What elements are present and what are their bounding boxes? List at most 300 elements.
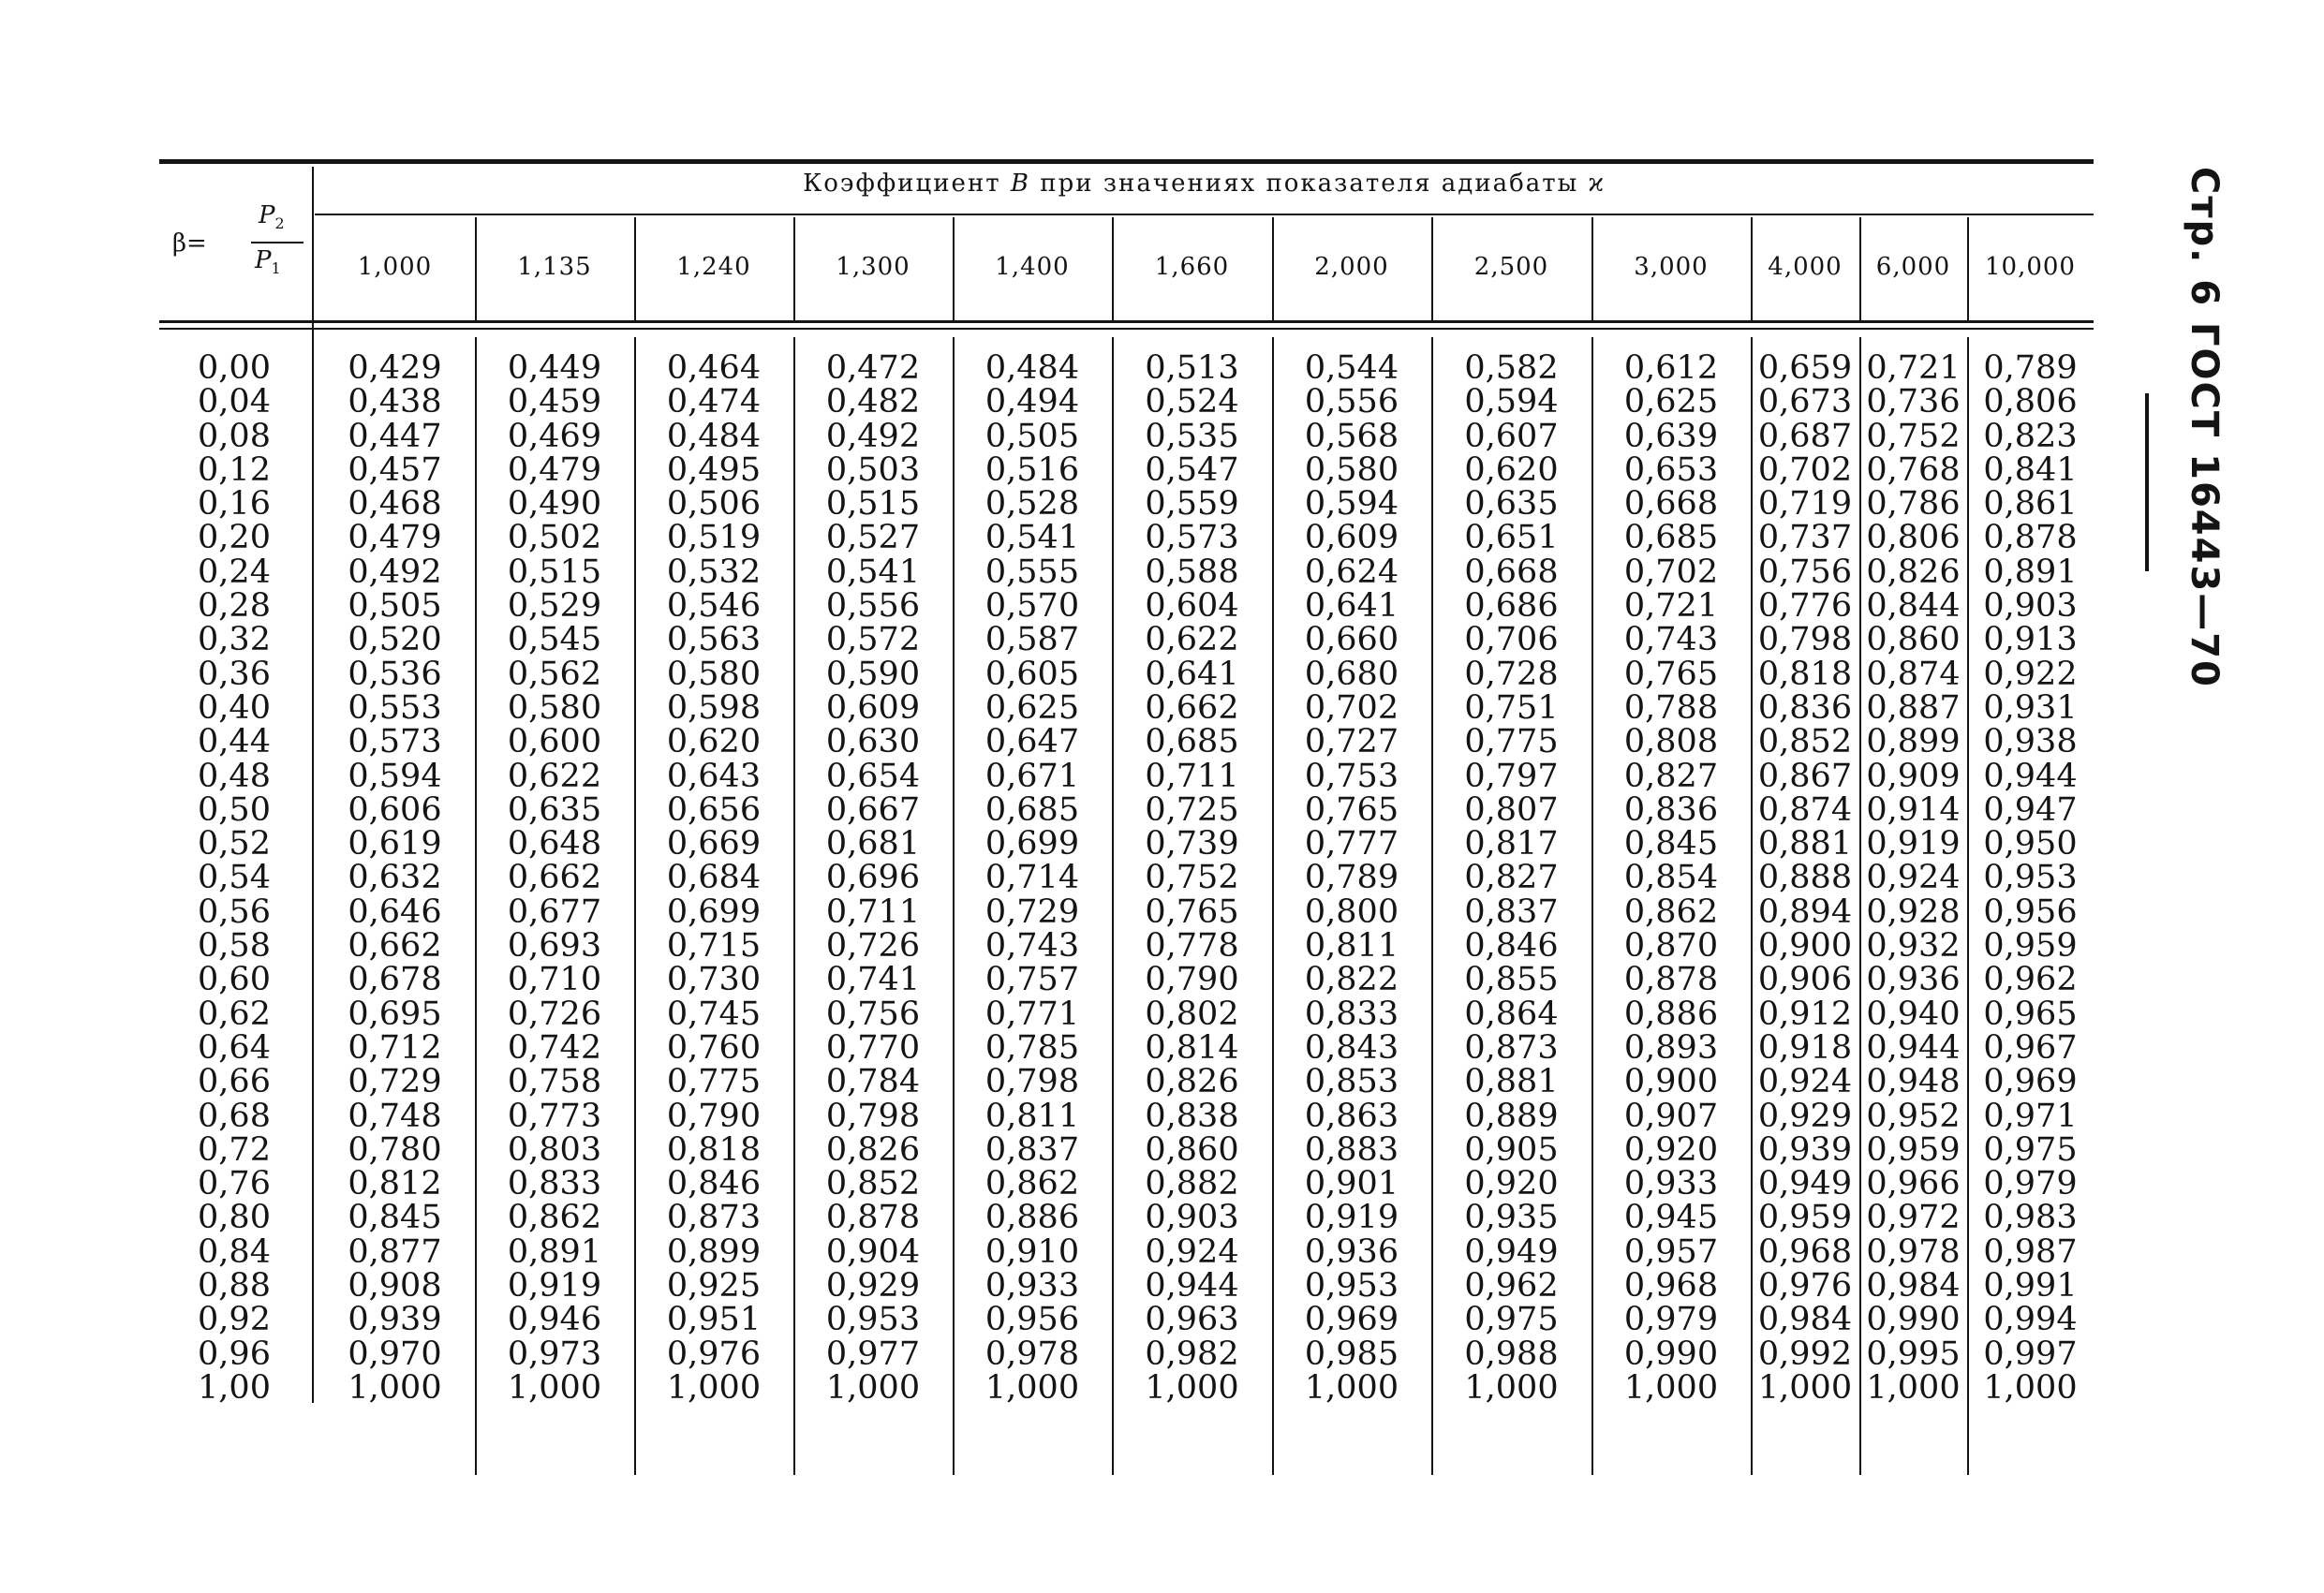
table-cell: 0,748 [348, 1097, 442, 1135]
table-cell: 0,719 [1757, 485, 1853, 524]
top-rule [159, 159, 2094, 164]
table-cell: 0,751 [1464, 688, 1559, 727]
table-cell: 0,947 [1983, 790, 2078, 829]
table-cell: 0,775 [1464, 723, 1559, 761]
table-cell: 1,000 [1464, 1368, 1559, 1407]
table-cell: 0,482 [825, 383, 921, 421]
table-cell: 0,449 [507, 349, 602, 387]
table-cell: 0,940 [1866, 995, 1961, 1033]
table-cell: 0,924 [1866, 859, 1961, 897]
table-cell: 0,730 [666, 961, 762, 999]
table-cell: 0,726 [507, 995, 602, 1033]
table-cell: 0,695 [348, 995, 442, 1033]
kappa-header: 1,400 [995, 253, 1070, 281]
table-cell: 0,919 [507, 1267, 602, 1305]
table-cell: 0,721 [1866, 349, 1961, 387]
table-cell: 0,800 [1304, 892, 1399, 931]
table-cell: 0,837 [1464, 892, 1559, 931]
table-cell: 0,786 [1866, 485, 1961, 524]
table-cell: 0,836 [1623, 790, 1719, 829]
table-cell: 0,826 [825, 1130, 921, 1169]
table-cell: 0,503 [825, 450, 921, 489]
table-cell: 0,899 [1866, 723, 1961, 761]
body-column-rule [1967, 337, 1969, 1475]
table-cell: 0,494 [984, 383, 1080, 421]
table-cell: 0,854 [1623, 859, 1719, 897]
table-cell: 0,668 [1623, 485, 1719, 524]
table-cell: 0,950 [1983, 825, 2078, 863]
beta-cell: 0,64 [198, 1028, 271, 1067]
table-cell: 0,741 [825, 961, 921, 999]
table-cell: 0,811 [1304, 927, 1399, 966]
table-cell: 0,944 [1866, 1028, 1961, 1067]
table-cell: 0,823 [1983, 417, 2078, 455]
beta-cell: 0,32 [198, 621, 271, 659]
table-cell: 0,622 [507, 757, 602, 795]
header-column-rule [953, 217, 955, 320]
table-cell: 0,594 [348, 757, 442, 795]
table-cell: 0,492 [825, 417, 921, 455]
table-cell: 0,625 [984, 688, 1080, 727]
table-cell: 0,563 [666, 621, 762, 659]
table-cell: 0,495 [666, 450, 762, 489]
table-cell: 0,492 [348, 553, 442, 591]
table-cell: 0,438 [348, 383, 442, 421]
table-cell: 0,535 [1145, 417, 1239, 455]
table-cell: 0,651 [1464, 519, 1559, 557]
table-cell: 0,939 [1757, 1130, 1853, 1169]
table-cell: 0,852 [1757, 723, 1853, 761]
beta-cell: 0,80 [198, 1199, 271, 1237]
table-cell: 0,967 [1983, 1028, 2078, 1067]
table-cell: 0,541 [984, 519, 1080, 557]
body-column-rule [1272, 337, 1274, 1475]
table-cell: 0,953 [1304, 1267, 1399, 1305]
table-cell: 0,903 [1983, 587, 2078, 626]
beta-cell: 0,04 [198, 383, 271, 421]
table-cell: 0,777 [1304, 825, 1399, 863]
table-cell: 0,632 [348, 859, 442, 897]
table-cell: 0,641 [1145, 655, 1239, 693]
table-cell: 0,938 [1983, 723, 2078, 761]
table-cell: 0,771 [984, 995, 1080, 1033]
table-cell: 0,912 [1757, 995, 1853, 1033]
table-cell: 0,798 [1757, 621, 1853, 659]
table-cell: 0,965 [1983, 995, 2078, 1033]
table-cell: 0,572 [825, 621, 921, 659]
beta-cell: 1,00 [198, 1368, 271, 1407]
table-cell: 0,677 [507, 892, 602, 931]
body-column-rule [1859, 337, 1861, 1475]
table-cell: 0,527 [825, 519, 921, 557]
table-cell: 0,702 [1304, 688, 1399, 727]
table-cell: 0,867 [1757, 757, 1853, 795]
table-cell: 0,984 [1866, 1267, 1961, 1305]
caption-prefix: Коэффициент [803, 170, 1001, 198]
beta-cell: 0,16 [198, 485, 271, 524]
table-cell: 1,000 [507, 1368, 602, 1407]
table-cell: 0,743 [984, 927, 1080, 966]
table-cell: 0,714 [984, 859, 1080, 897]
table-cell: 0,845 [1623, 825, 1719, 863]
table-cell: 0,936 [1866, 961, 1961, 999]
table-cell: 1,000 [1866, 1368, 1961, 1407]
table-cell: 0,773 [507, 1097, 602, 1135]
table-cell: 0,978 [1866, 1232, 1961, 1271]
table-cell: 0,970 [348, 1335, 442, 1373]
kappa-header: 2,000 [1314, 253, 1389, 281]
table-cell: 0,881 [1757, 825, 1853, 863]
table-cell: 0,686 [1464, 587, 1559, 626]
table-cell: 0,685 [1145, 723, 1239, 761]
table-cell: 0,519 [666, 519, 762, 557]
data-column [953, 351, 1112, 1405]
table-cell: 0,953 [825, 1301, 921, 1339]
table-cell: 0,878 [1623, 961, 1719, 999]
table-cell: 0,685 [1623, 519, 1719, 557]
table-cell: 0,756 [1757, 553, 1853, 591]
table-cell: 0,469 [507, 417, 602, 455]
table-cell: 0,878 [825, 1199, 921, 1237]
table-cell: 0,975 [1464, 1301, 1559, 1339]
table-cell: 0,802 [1145, 995, 1239, 1033]
table-cell: 0,924 [1757, 1063, 1853, 1101]
data-column [1431, 351, 1591, 1405]
table-cell: 0,818 [666, 1130, 762, 1169]
header-column-rule [1967, 217, 1969, 320]
table-cell: 0,883 [1304, 1130, 1399, 1169]
table-cell: 0,889 [1464, 1097, 1559, 1135]
table-cell: 0,545 [507, 621, 602, 659]
table-cell: 0,544 [1304, 349, 1399, 387]
table-cell: 0,971 [1983, 1097, 2078, 1135]
table-cell: 0,662 [507, 859, 602, 897]
table-cell: 0,753 [1304, 757, 1399, 795]
beta-cell: 0,92 [198, 1301, 271, 1339]
beta-cell: 0,60 [198, 961, 271, 999]
table-cell: 0,609 [825, 688, 921, 727]
table-cell: 0,891 [507, 1232, 602, 1271]
table-cell: 0,662 [1145, 688, 1239, 727]
table-cell: 0,484 [984, 349, 1080, 387]
table-cell: 0,594 [1464, 383, 1559, 421]
table-cell: 0,660 [1304, 621, 1399, 659]
table-cell: 0,775 [666, 1063, 762, 1101]
header-rule-1 [159, 320, 2094, 323]
table-cell: 0,956 [984, 1301, 1080, 1339]
table-cell: 0,953 [1983, 859, 2078, 897]
beta-cell: 0,58 [198, 927, 271, 966]
table-cell: 0,886 [1623, 995, 1719, 1033]
table-cell: 0,580 [507, 688, 602, 727]
table-cell: 0,721 [1623, 587, 1719, 626]
table-cell: 0,556 [825, 587, 921, 626]
table-cell: 0,928 [1866, 892, 1961, 931]
table-cell: 0,710 [507, 961, 602, 999]
table-cell: 0,968 [1757, 1232, 1853, 1271]
table-cell: 0,468 [348, 485, 442, 524]
table-cell: 0,725 [1145, 790, 1239, 829]
table-cell: 0,788 [1623, 688, 1719, 727]
table-cell: 0,681 [825, 825, 921, 863]
data-column [475, 351, 634, 1405]
table-cell: 0,573 [1145, 519, 1239, 557]
table-cell: 0,667 [825, 790, 921, 829]
table-cell: 0,846 [1464, 927, 1559, 966]
table-cell: 0,459 [507, 383, 602, 421]
table-cell: 0,914 [1866, 790, 1961, 829]
beta-numerator: $P_2$ [259, 201, 285, 233]
table-cell: 0,659 [1757, 349, 1853, 387]
body-column-rule [475, 337, 477, 1475]
table-cell: 0,464 [666, 349, 762, 387]
table-cell: 0,843 [1304, 1028, 1399, 1067]
table-cell: 0,899 [666, 1232, 762, 1271]
table-cell: 0,624 [1304, 553, 1399, 591]
table-cell: 0,559 [1145, 485, 1239, 524]
table-cell: 0,685 [984, 790, 1080, 829]
table-cell: 0,904 [825, 1232, 921, 1271]
table-cell: 0,600 [507, 723, 602, 761]
data-column [634, 351, 793, 1405]
table-cell: 0,739 [1145, 825, 1239, 863]
table-cell: 0,933 [1623, 1165, 1719, 1203]
table-cell: 0,594 [1304, 485, 1399, 524]
table-cell: 0,529 [507, 587, 602, 626]
table-cell: 0,846 [666, 1165, 762, 1203]
table-cell: 0,737 [1757, 519, 1853, 557]
table-cell: 0,852 [825, 1165, 921, 1203]
table-cell: 0,520 [348, 621, 442, 659]
table-cell: 0,845 [348, 1199, 442, 1237]
table-cell: 0,833 [507, 1165, 602, 1203]
table-cell: 0,931 [1983, 688, 2078, 727]
table-cell: 0,935 [1464, 1199, 1559, 1237]
kappa-header: 4,000 [1768, 253, 1843, 281]
table-cell: 0,807 [1464, 790, 1559, 829]
header-column-rule [1859, 217, 1861, 320]
table-cell: 0,573 [348, 723, 442, 761]
table-cell: 0,827 [1623, 757, 1719, 795]
table-cell: 0,532 [666, 553, 762, 591]
table-cell: 0,580 [1304, 450, 1399, 489]
coefficient-table [159, 159, 2094, 1489]
table-cell: 0,891 [1983, 553, 2078, 591]
table-cell: 0,893 [1623, 1028, 1719, 1067]
table-cell: 0,969 [1304, 1301, 1399, 1339]
beta-cell: 0,68 [198, 1097, 271, 1135]
table-cell: 0,505 [348, 587, 442, 626]
header-column-rule [634, 217, 636, 320]
table-cell: 0,982 [1145, 1335, 1239, 1373]
table-cell: 0,969 [1983, 1063, 2078, 1101]
table-cell: 0,978 [984, 1335, 1080, 1373]
table-cell: 0,833 [1304, 995, 1399, 1033]
table-cell: 0,768 [1866, 450, 1961, 489]
table-cell: 0,620 [666, 723, 762, 761]
table-cell: 0,612 [1623, 349, 1719, 387]
table-cell: 0,881 [1464, 1063, 1559, 1101]
table-cell: 0,913 [1983, 621, 2078, 659]
table-cell: 0,702 [1757, 450, 1853, 489]
beta-cell: 0,54 [198, 859, 271, 897]
table-cell: 0,952 [1866, 1097, 1961, 1135]
table-cell: 0,864 [1464, 995, 1559, 1033]
fraction-line [251, 242, 303, 243]
table-cell: 0,836 [1757, 688, 1853, 727]
table-cell: 0,712 [348, 1028, 442, 1067]
table-cell: 0,516 [984, 450, 1080, 489]
table-cell: 0,979 [1623, 1301, 1719, 1339]
caption-rule [315, 214, 2094, 215]
table-cell: 0,429 [348, 349, 442, 387]
table-cell: 0,729 [984, 892, 1080, 931]
table-cell: 0,920 [1464, 1165, 1559, 1203]
table-cell: 0,860 [1145, 1130, 1239, 1169]
table-cell: 0,900 [1623, 1063, 1719, 1101]
table-cell: 1,000 [1145, 1368, 1239, 1407]
table-cell: 0,908 [348, 1267, 442, 1305]
table-cell: 0,901 [1304, 1165, 1399, 1203]
table-cell: 0,948 [1866, 1063, 1961, 1101]
table-cell: 0,785 [984, 1028, 1080, 1067]
table-cell: 0,888 [1757, 859, 1853, 897]
body-column-rule [1431, 337, 1433, 1475]
beta-cell: 0,88 [198, 1267, 271, 1305]
table-cell: 0,479 [507, 450, 602, 489]
kappa-header: 1,660 [1154, 253, 1230, 281]
table-cell: 0,919 [1866, 825, 1961, 863]
table-cell: 0,976 [1757, 1267, 1853, 1305]
table-cell: 1,000 [984, 1368, 1080, 1407]
kappa-header: 2,500 [1473, 253, 1549, 281]
kappa-header: 1,300 [836, 253, 910, 281]
table-cell: 0,556 [1304, 383, 1399, 421]
kappa-header: 1,240 [676, 253, 751, 281]
beta-cell: 0,20 [198, 519, 271, 557]
side-header-rule [2145, 393, 2149, 571]
table-cell: 0,994 [1983, 1301, 2078, 1339]
data-column [1967, 351, 2094, 1405]
table-cell: 0,776 [1757, 587, 1853, 626]
table-cell: 0,944 [1145, 1267, 1239, 1305]
table-cell: 0,990 [1866, 1301, 1961, 1339]
table-cell: 0,513 [1145, 349, 1239, 387]
table-cell: 0,812 [348, 1165, 442, 1203]
kappa-header: 1,000 [357, 253, 433, 281]
table-cell: 0,696 [825, 859, 921, 897]
beta-cell: 0,84 [198, 1232, 271, 1271]
table-cell: 0,918 [1757, 1028, 1853, 1067]
table-cell: 0,910 [984, 1232, 1080, 1271]
table-cell: 0,949 [1464, 1232, 1559, 1271]
table-cell: 0,874 [1866, 655, 1961, 693]
table-cell: 0,932 [1866, 927, 1961, 966]
table-cell: 0,789 [1983, 349, 2078, 387]
table-cell: 0,588 [1145, 553, 1239, 591]
table-cell: 0,673 [1757, 383, 1853, 421]
table-cell: 0,975 [1983, 1130, 2078, 1169]
data-column [1112, 351, 1272, 1405]
table-cell: 0,956 [1983, 892, 2078, 931]
table-cell: 0,653 [1623, 450, 1719, 489]
table-cell: 0,605 [984, 655, 1080, 693]
beta-cell: 0,40 [198, 688, 271, 727]
table-cell: 0,528 [984, 485, 1080, 524]
table-cell: 0,992 [1757, 1335, 1853, 1373]
table-cell: 0,506 [666, 485, 762, 524]
beta-cell: 0,56 [198, 892, 271, 931]
table-cell: 0,973 [507, 1335, 602, 1373]
table-cell: 0,962 [1983, 961, 2078, 999]
table-cell: 0,619 [348, 825, 442, 863]
table-cell: 0,756 [825, 995, 921, 1033]
table-cell: 0,758 [507, 1063, 602, 1101]
beta-denominator: $P_1$ [255, 246, 281, 278]
header-column-rule [793, 217, 795, 320]
table-cell: 0,711 [825, 892, 921, 931]
table-cell: 0,797 [1464, 757, 1559, 795]
table-cell: 0,635 [1464, 485, 1559, 524]
table-cell: 1,000 [1757, 1368, 1853, 1407]
table-cell: 0,811 [984, 1097, 1080, 1135]
table-cell: 0,818 [1757, 655, 1853, 693]
table-cell: 0,648 [507, 825, 602, 863]
table-cell: 0,765 [1304, 790, 1399, 829]
table-cell: 0,745 [666, 995, 762, 1033]
table-cell: 0,671 [984, 757, 1080, 795]
table-cell: 0,984 [1757, 1301, 1853, 1339]
table-cell: 0,515 [825, 485, 921, 524]
table-cell: 0,546 [666, 587, 762, 626]
table-cell: 0,870 [1623, 927, 1719, 966]
data-column [1751, 351, 1859, 1405]
table-cell: 0,699 [984, 825, 1080, 863]
table-cell: 0,838 [1145, 1097, 1239, 1135]
table-cell: 0,855 [1464, 961, 1559, 999]
table-cell: 0,770 [825, 1028, 921, 1067]
data-column [1591, 351, 1751, 1405]
table-cell: 0,976 [666, 1335, 762, 1373]
table-cell: 0,789 [1304, 859, 1399, 897]
table-cell: 0,959 [1983, 927, 2078, 966]
table-cell: 0,803 [507, 1130, 602, 1169]
table-cell: 0,939 [348, 1301, 442, 1339]
table-cell: 0,826 [1145, 1063, 1239, 1101]
table-cell: 0,887 [1866, 688, 1961, 727]
table-cell: 0,699 [666, 892, 762, 931]
table-cell: 0,900 [1757, 927, 1853, 966]
table-cell: 0,780 [348, 1130, 442, 1169]
table-cell: 0,874 [1757, 790, 1853, 829]
table-cell: 0,726 [825, 927, 921, 966]
table-cell: 0,906 [1757, 961, 1853, 999]
table-cell: 0,861 [1983, 485, 2078, 524]
body-column-rule [793, 337, 795, 1475]
table-cell: 1,000 [1623, 1368, 1719, 1407]
table-cell: 0,995 [1866, 1335, 1961, 1373]
table-cell: 0,905 [1464, 1130, 1559, 1169]
table-cell: 1,000 [1983, 1368, 2078, 1407]
table-cell: 0,568 [1304, 417, 1399, 455]
table-cell: 0,580 [666, 655, 762, 693]
kappa-header: 6,000 [1875, 253, 1951, 281]
table-cell: 0,837 [984, 1130, 1080, 1169]
table-cell: 0,727 [1304, 723, 1399, 761]
table-cell: 0,925 [666, 1267, 762, 1305]
table-cell: 0,991 [1983, 1267, 2078, 1305]
kappa-header: 10,000 [1985, 253, 2076, 281]
